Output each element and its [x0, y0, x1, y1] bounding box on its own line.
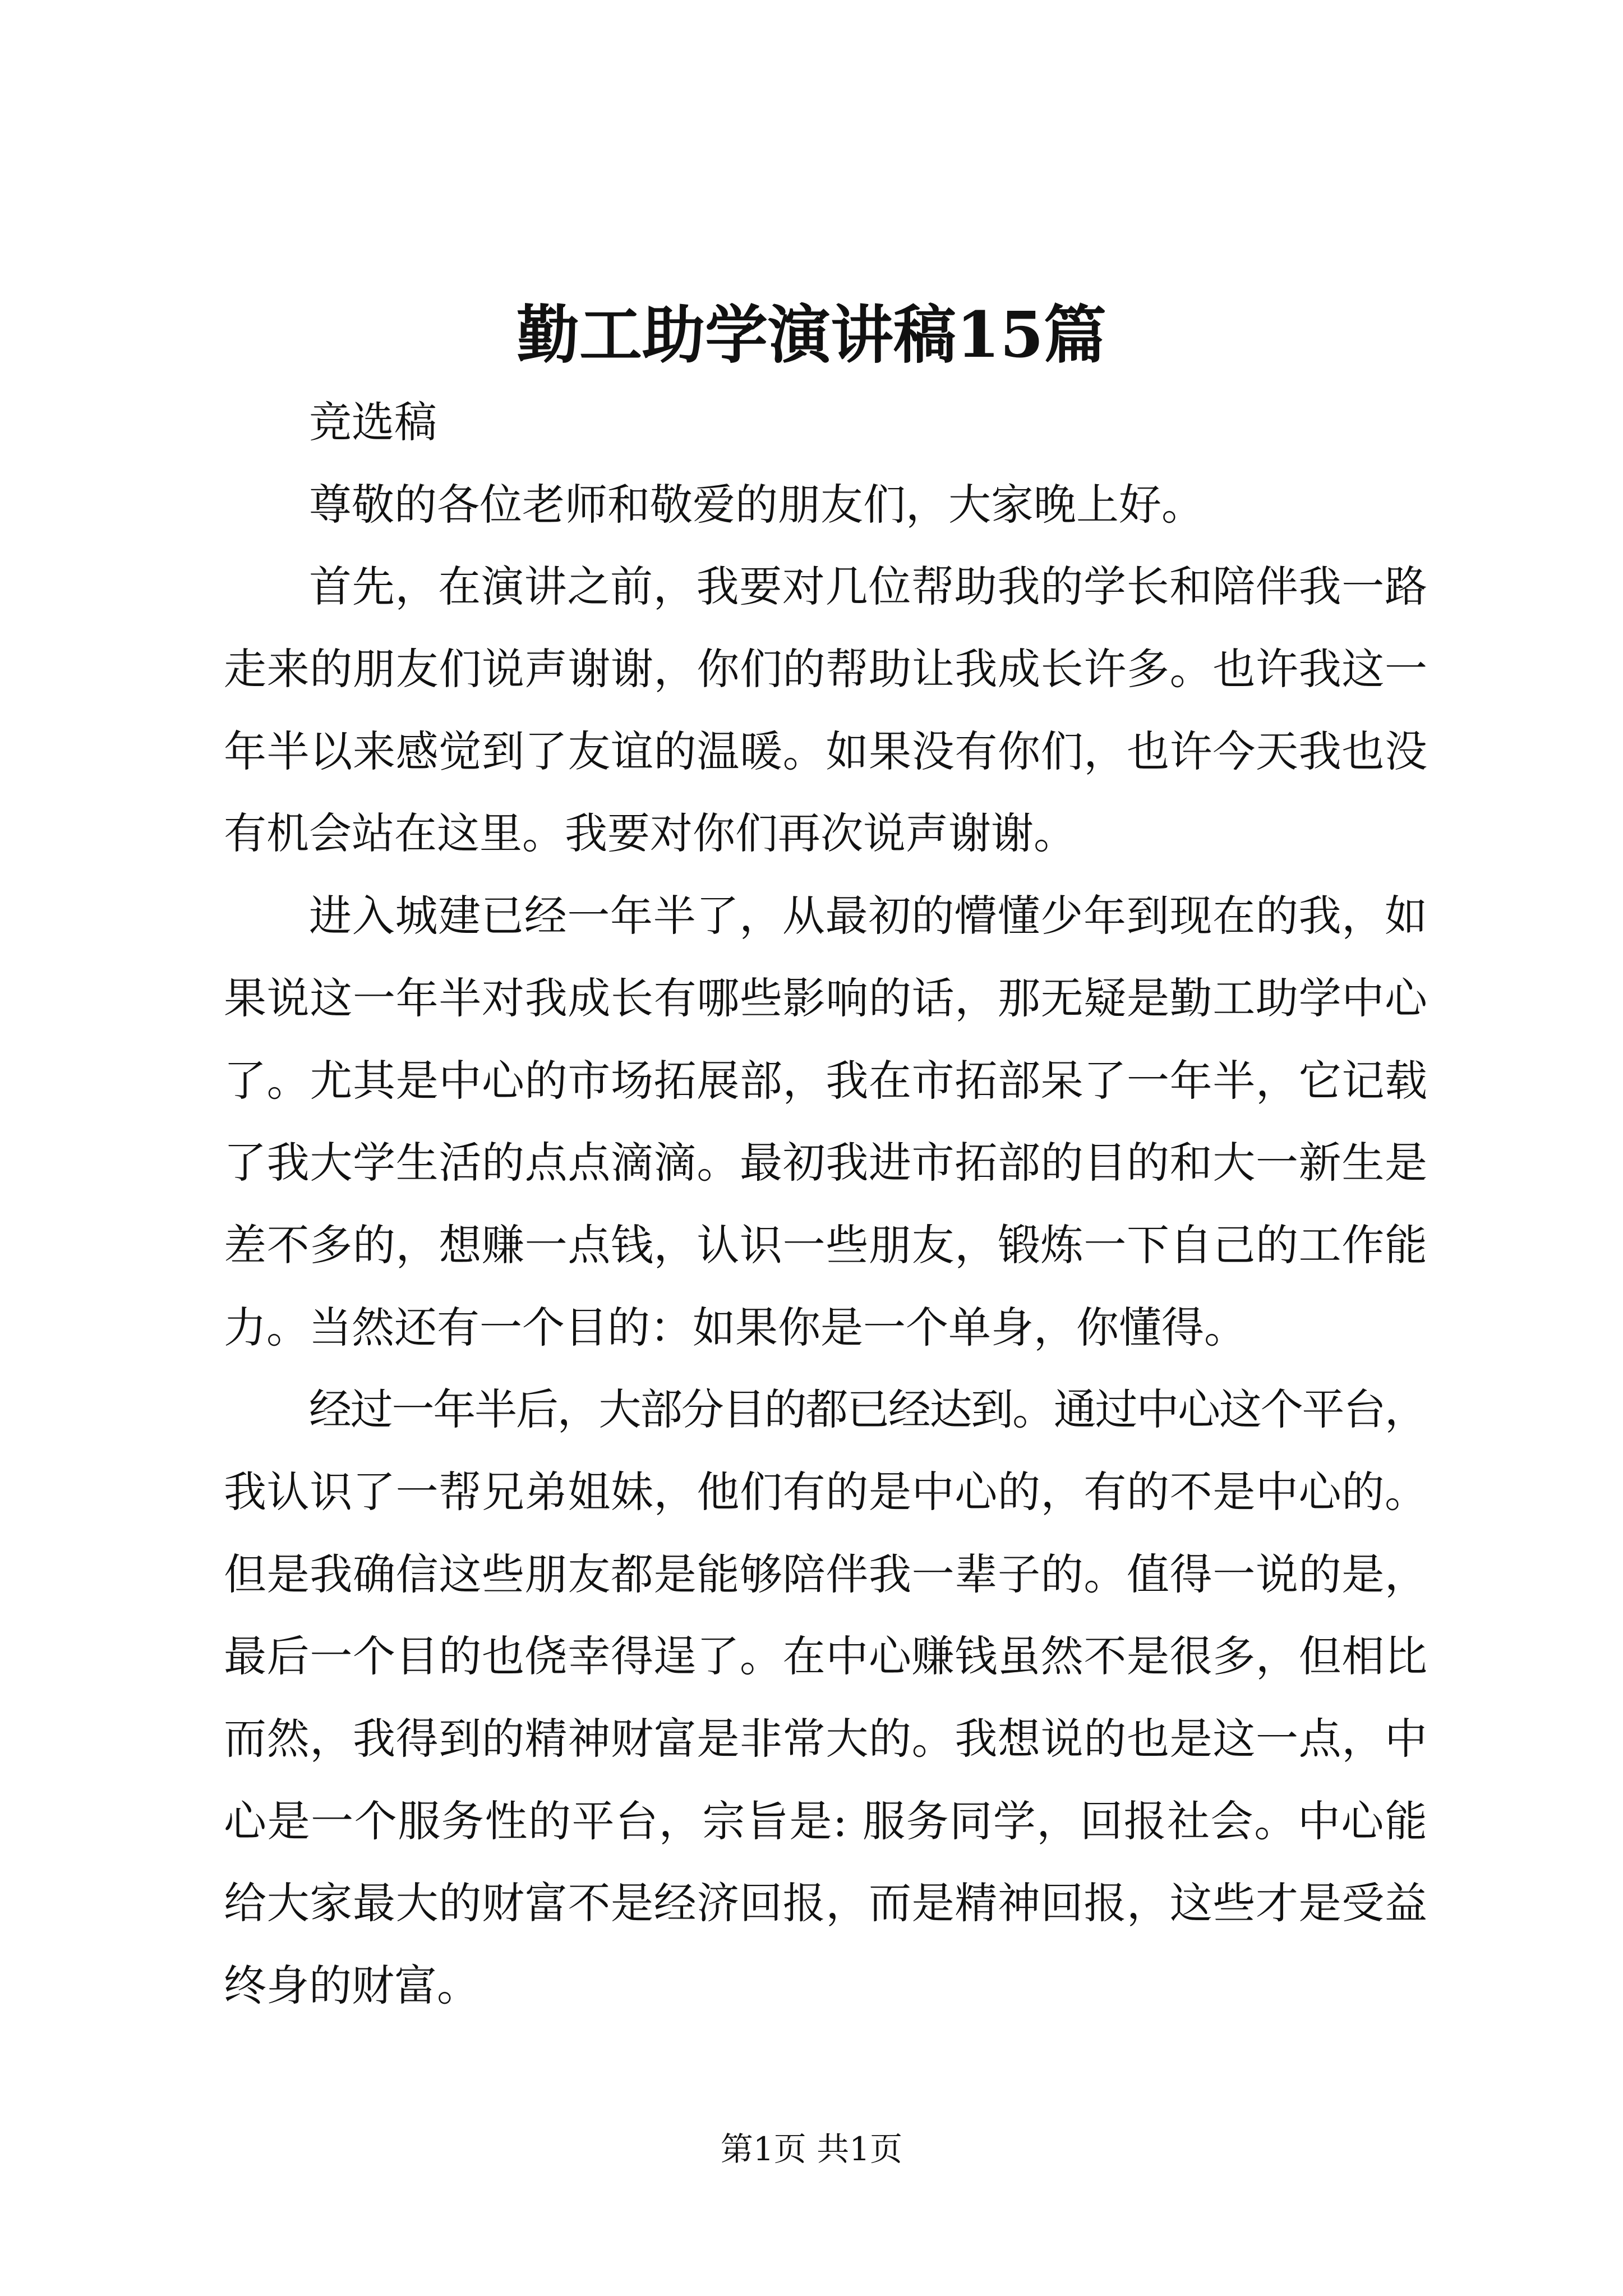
line-text: 进入城建已经一年半了，从最初的懵懂少年到现在的我，如 [309, 891, 1428, 941]
line-text: 差不多的，想赚一点钱，认识一些朋友，锻炼一下自己的工作能 [224, 1220, 1428, 1270]
line-text: 力。当然还有一个目的：如果你是一个单身，你懂得。 [224, 1302, 1247, 1352]
paragraph-line [224, 546, 1427, 628]
line-text: 我认识了一帮兄弟姐妹，他们有的是中心的，有的不是中心的。 [224, 1466, 1428, 1517]
line-text: 首先，在演讲之前，我要对几位帮助我的学长和陪伴我一路 [309, 562, 1428, 612]
paragraph-line [224, 793, 1427, 875]
paragraph-line [224, 464, 1427, 546]
paragraph-line [224, 628, 1427, 711]
line-text: 走来的朋友们说声谢谢，你们的帮助让我成长许多。也许我这一 [224, 644, 1428, 694]
page-footer: 第1页 共1页 [720, 2130, 903, 2168]
paragraph-line [224, 381, 1427, 464]
paragraph-line [224, 1369, 1427, 1451]
line-text: 了。尤其是中心的市场拓展部，我在市拓部呆了一年半，它记载 [224, 1055, 1428, 1106]
document-title: 勤工助学演讲稿15篇 [517, 298, 1106, 372]
paragraph-line [224, 1780, 1427, 1863]
paragraph-line [224, 1451, 1427, 1534]
paragraph-line [224, 1122, 1427, 1204]
line-text: 心是一个服务性的平台，宗旨是: 服务同学，回报社会。中心能 [224, 1796, 1428, 1846]
paragraph-line [224, 1698, 1427, 1780]
paragraph-line [224, 711, 1427, 793]
paragraph-line [224, 1862, 1427, 1945]
paragraph-line [224, 875, 1427, 958]
paragraph-line [224, 1040, 1427, 1122]
paragraph-line [224, 958, 1427, 1040]
paragraph-line [224, 1616, 1427, 1698]
line-text: 了我大学生活的点点滴滴。最初我进市拓部的目的和大一新生是 [224, 1138, 1428, 1188]
line-text: 有机会站在这里。我要对你们再次说声谢谢。 [224, 808, 1076, 859]
line-text: 给大家最大的财富不是经济回报，而是精神回报，这些才是受益 [224, 1878, 1428, 1929]
line-text: 竞选稿 [309, 397, 437, 447]
line-text: 但是我确信这些朋友都是能够陪伴我一辈子的。值得一说的是， [224, 1549, 1428, 1599]
line-text: 而然，我得到的精神财富是非常大的。我想说的也是这一点，中 [224, 1714, 1428, 1764]
paragraph-line [224, 1204, 1427, 1287]
line-text: 经过一年半后，大部分目的都已经达到。通过中心这个平台， [309, 1384, 1426, 1435]
paragraph-line [224, 1287, 1427, 1369]
line-text: 果说这一年半对我成长有哪些影响的话，那无疑是勤工助学中心 [224, 973, 1428, 1023]
line-text: 最后一个目的也侥幸得逞了。在中心赚钱虽然不是很多，但相比 [224, 1631, 1428, 1682]
line-text: 终身的财富。 [224, 1961, 479, 2011]
document-body [224, 381, 1427, 2027]
line-text: 尊敬的各位老师和敬爱的朋友们，大家晚上好。 [309, 479, 1204, 530]
paragraph-line [224, 1945, 1427, 2027]
paragraph-line [224, 1534, 1427, 1616]
line-text: 年半以来感觉到了友谊的温暖。如果没有你们，也许今天我也没 [224, 726, 1428, 776]
